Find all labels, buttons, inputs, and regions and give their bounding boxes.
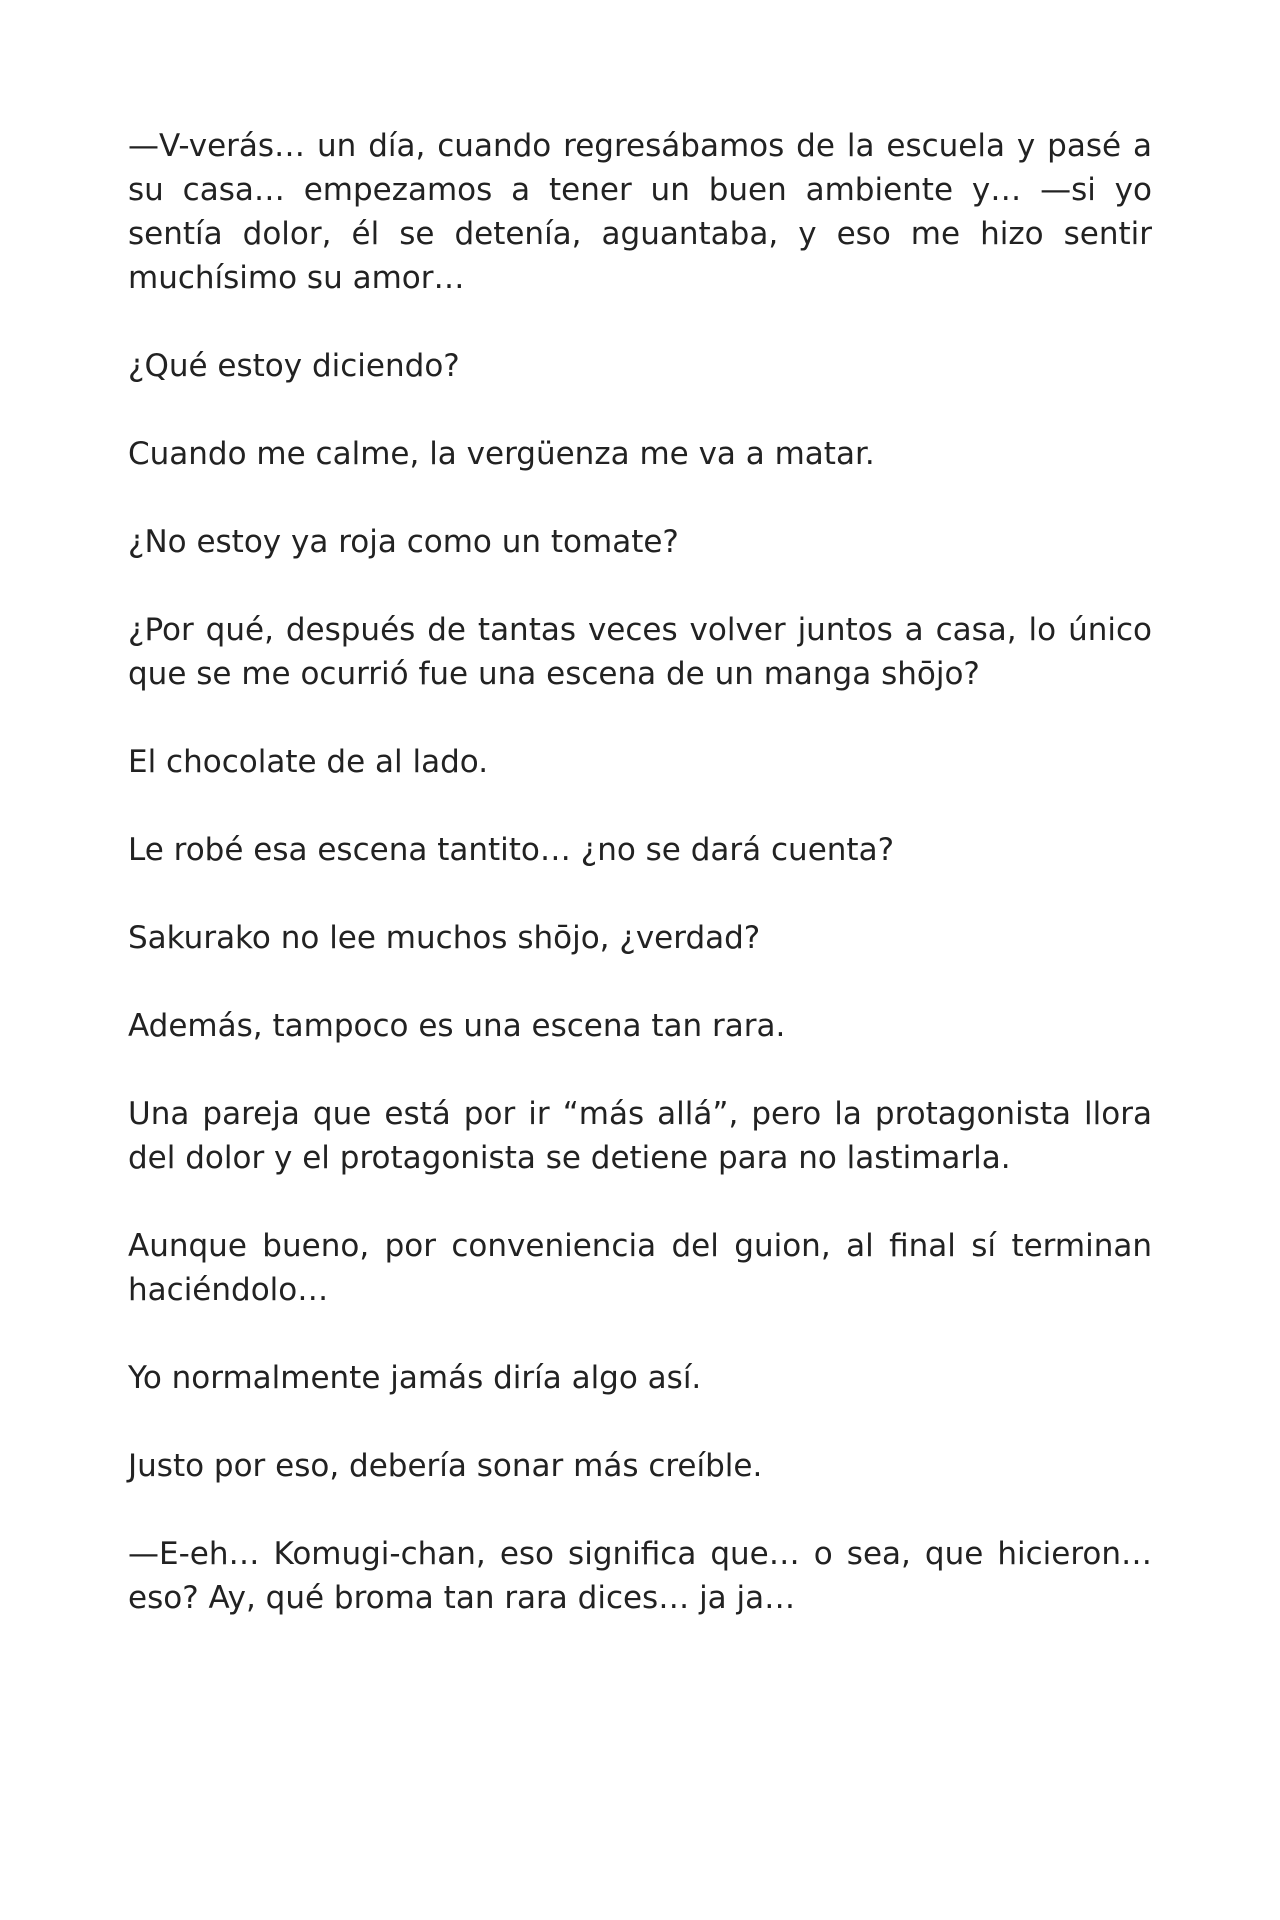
paragraph: ¿Por qué, después de tantas veces volver juntos a casa, lo único que se me ocurrió fue una escena de un manga shōjo? <box>128 612 1152 692</box>
paragraph: Cuando me calme, la vergüenza me va a matar. <box>128 436 875 472</box>
paragraph: ¿No estoy ya roja como un tomate? <box>128 524 679 560</box>
paragraph: ¿Qué estoy diciendo? <box>128 348 460 384</box>
paragraph: Yo normalmente jamás diría algo así. <box>128 1360 702 1396</box>
paragraph: Sakurako no lee muchos shōjo, ¿verdad? <box>128 920 761 956</box>
paragraph: Además, tampoco es una escena tan rara. <box>128 1008 786 1044</box>
paragraph: Aunque bueno, por conveniencia del guion, al final sí terminan haciéndolo… <box>128 1228 1152 1308</box>
paragraph: Le robé esa escena tantito… ¿no se dará cuenta? <box>128 832 895 868</box>
paragraph: Justo por eso, debería sonar más creíble. <box>128 1448 763 1484</box>
paragraph: Una pareja que está por ir “más allá”, pero la protagonista llora del dolor y el protagonista se detiene para no lastimarla. <box>128 1096 1152 1176</box>
body-text <box>128 124 1152 1664</box>
paragraph: —V-verás… un día, cuando regresábamos de la escuela y pasé a su casa… empezamos a tener un buen ambiente y… —si yo sentía dolor, él se detenía, aguantaba, y eso me hizo sentir muchísimo su amor… <box>128 128 1152 296</box>
paragraph: —E-eh… Komugi-chan, eso significa que… o sea, que hicieron… eso? Ay, qué broma tan rara dices… ja ja… <box>128 1536 1152 1616</box>
paragraph: El chocolate de al lado. <box>128 744 489 780</box>
